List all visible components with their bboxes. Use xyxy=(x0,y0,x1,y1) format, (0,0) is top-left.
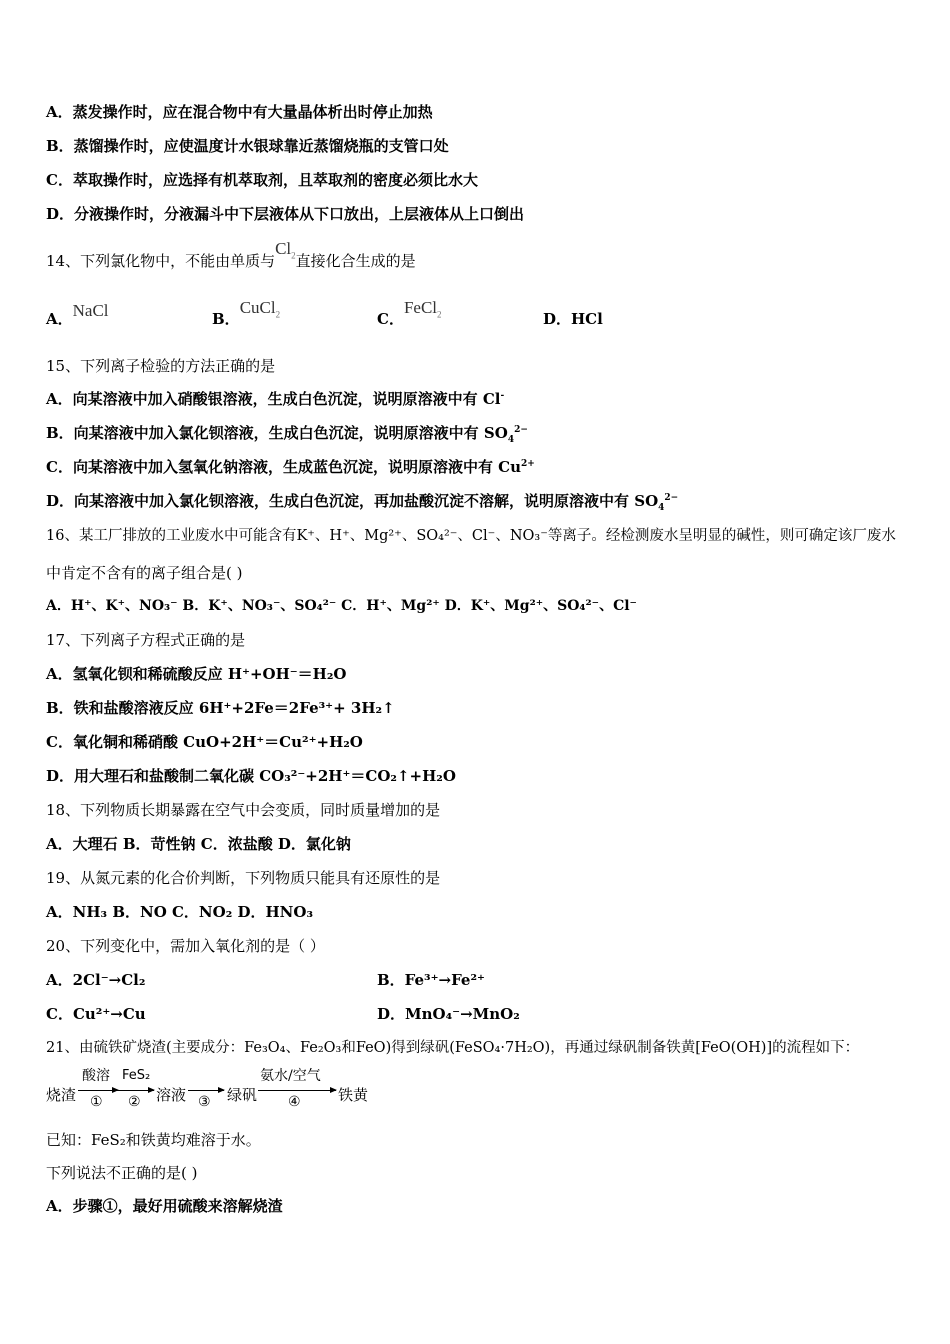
q21-stem: 21、由硫铁矿烧渣(主要成分：Fe₃O₄、Fe₂O₃和FeO)得到绿矾(FeSO₄·7H₂O)，再通过绿矾制备铁黄[FeO(OH)]的流程如下： xyxy=(46,1040,860,1056)
q13-option-d: D．分液操作时，分液漏斗中下层液体从下口放出，上层液体从上口倒出 xyxy=(46,205,525,223)
q15-option-d: D．向某溶液中加入氯化钡溶液，生成白色沉淀，再加盐酸沉淀不溶解，说明原溶液中有 $SO_4^{2-}$ xyxy=(46,492,679,513)
q19-options: A．NH₃ B．NO C．NO₂ D．HNO₃ xyxy=(46,903,314,921)
q14-formula: $Cl_2$ xyxy=(275,239,296,261)
q19-stem: 19、从氮元素的化合价判断，下列物质只能具有还原性的是 xyxy=(46,869,441,887)
q16-stem-line1: 16、某工厂排放的工业废水中可能含有K⁺、H⁺、Mg²⁺、SO₄²⁻、Cl⁻、NO₃⁻等离子。经检测废水呈明显的碱性，则可确定该厂废水 xyxy=(46,528,896,544)
flow-arrow-3 xyxy=(188,1090,224,1091)
flow-arrow1-bottom: ① xyxy=(90,1094,103,1110)
q18-options: A．大理石 B．苛性钠 C．浓盐酸 D．氯化钠 xyxy=(46,835,351,853)
q17-stem: 17、下列离子方程式正确的是 xyxy=(46,631,246,649)
q15-option-b: B．向某溶液中加入氯化钡溶液，生成白色沉淀，说明原溶液中有 $SO_4^{2-}$ xyxy=(46,424,528,445)
q17-option-d: D．用大理石和盐酸制二氧化碳 CO₃²⁻+2H⁺＝CO₂↑+H₂O xyxy=(46,767,456,785)
q14-option-a: A．NaCl xyxy=(46,301,109,328)
q18-stem: 18、下列物质长期暴露在空气中会变质，同时质量增加的是 xyxy=(46,801,441,819)
q15-option-a: A．向某溶液中加入硝酸银溶液，生成白色沉淀，说明原溶液中有 Cl- xyxy=(46,390,505,408)
q20-option-b: B．Fe³⁺→Fe²⁺ xyxy=(377,971,485,989)
q20-stem: 20、下列变化中，需加入氧化剂的是（ ） xyxy=(46,937,325,955)
flow-arrow3-bottom: ③ xyxy=(198,1094,211,1110)
q21-option-a: A．步骤①，最好用硫酸来溶解烧渣 xyxy=(46,1197,283,1215)
q14-option-b: B．CuCl$_2$ xyxy=(212,298,281,328)
flow-start: 烧渣 xyxy=(46,1086,77,1104)
q15-stem: 15、下列离子检验的方法正确的是 xyxy=(46,357,276,375)
flow-mid1: 溶液 xyxy=(156,1086,187,1104)
flow-arrow-1 xyxy=(78,1090,118,1091)
q17-option-a: A．氢氧化钡和稀硫酸反应 H⁺+OH⁻＝H₂O xyxy=(46,665,347,683)
flow-arrow4-top: 氨水/空气 xyxy=(260,1068,321,1084)
q13-option-a: A．蒸发操作时，应在混合物中有大量晶体析出时停止加热 xyxy=(46,103,433,121)
q21-known: 已知：FeS₂和铁黄均难溶于水。 xyxy=(46,1131,261,1149)
flow-arrow-2 xyxy=(118,1090,154,1091)
q15-option-c: C．向某溶液中加入氢氧化钠溶液，生成蓝色沉淀，说明原溶液中有 $Cu^{2+}$ xyxy=(46,458,535,476)
flow-arrow2-bottom: ② xyxy=(128,1094,141,1110)
q17-option-c: C．氧化铜和稀硝酸 CuO+2H⁺＝Cu²⁺+H₂O xyxy=(46,733,363,751)
q20-option-c: C．Cu²⁺→Cu xyxy=(46,1005,146,1023)
q13-option-b: B．蒸馏操作时，应使温度计水银球靠近蒸馏烧瓶的支管口处 xyxy=(46,137,449,155)
flow-mid2: 绿矾 xyxy=(227,1086,258,1104)
q20-option-a: A．2Cl⁻→Cl₂ xyxy=(46,971,146,989)
q21-flow-diagram xyxy=(46,1064,446,1114)
flow-arrow2-top: FeS₂ xyxy=(122,1068,151,1083)
q14-stem: 14、下列氯化物中，不能由单质与$Cl_2$直接化合生成的是 xyxy=(46,239,416,270)
flow-end: 铁黄 xyxy=(338,1086,369,1104)
q17-option-b: B．铁和盐酸溶液反应 6H⁺+2Fe＝2Fe³⁺+ 3H₂↑ xyxy=(46,699,395,717)
q20-option-d: D．MnO₄⁻→MnO₂ xyxy=(377,1005,520,1023)
q14-option-c: C．FeCl$_2$ xyxy=(377,298,442,328)
q21-question: 下列说法不正确的是( ) xyxy=(46,1164,198,1182)
q16-stem-line2: 中肯定不含有的离子组合是( ) xyxy=(46,564,243,582)
flow-arrow-4 xyxy=(258,1090,336,1091)
q13-option-c: C．萃取操作时，应选择有机萃取剂，且萃取剂的密度必须比水大 xyxy=(46,171,478,189)
q16-options: A．H⁺、K⁺、NO₃⁻ B．K⁺、NO₃⁻、SO₄²⁻ C．H⁺、Mg²⁺ D．K⁺、Mg²⁺、SO₄²⁻、Cl⁻ xyxy=(46,598,637,614)
flow-arrow4-bottom: ④ xyxy=(288,1094,301,1110)
flow-arrow1-top: 酸溶 xyxy=(82,1068,110,1084)
q14-option-d: D．HCl xyxy=(543,310,603,328)
